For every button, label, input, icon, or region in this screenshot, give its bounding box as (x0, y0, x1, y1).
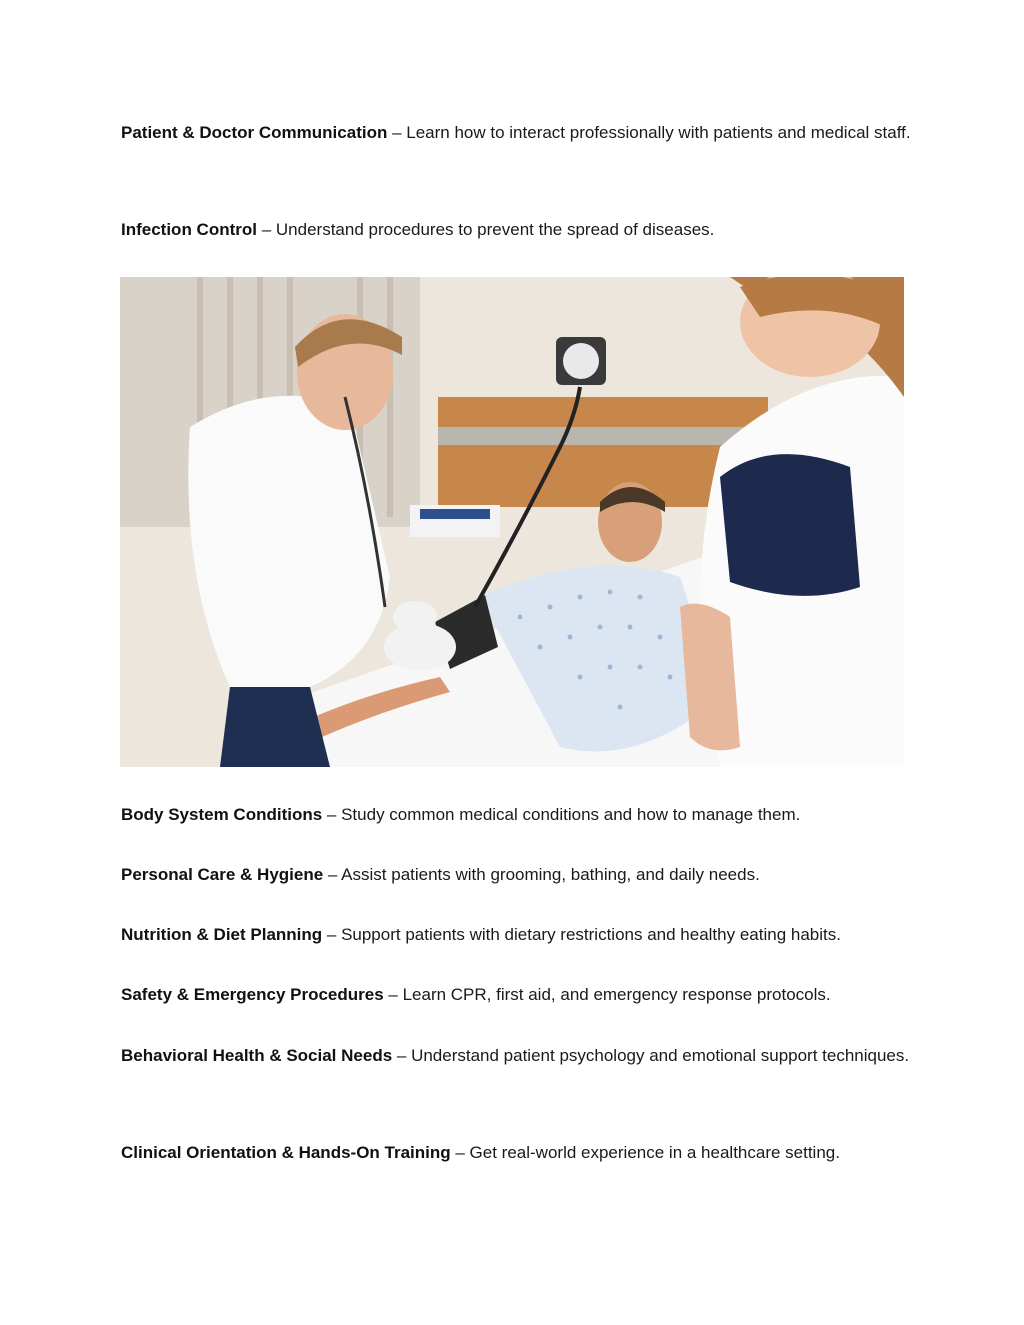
term-description: Study common medical conditions and how to manage them. (341, 805, 801, 824)
term-label: Patient & Doctor Communication (121, 123, 388, 142)
term-description: Understand procedures to prevent the spread of diseases. (275, 220, 715, 239)
paragraph-patient-doctor-communication: Patient & Doctor Communication – Learn how to interact professionally with patients and medical staff. (121, 123, 911, 142)
term-description: Support patients with dietary restrictions and healthy eating habits. (341, 925, 841, 944)
term-label: Infection Control (121, 220, 257, 239)
paragraph-nutrition-diet-planning: Nutrition & Diet Planning – Support patients with dietary restrictions and healthy eating habits. (121, 925, 841, 944)
paragraph-behavioral-health-social-needs: Behavioral Health & Social Needs – Understand patient psychology and emotional support techniques. (121, 1046, 910, 1065)
term-description: Learn how to interact professionally with patients and medical staff. (406, 123, 911, 142)
training-photo (120, 277, 904, 767)
term-description: Assist patients with grooming, bathing, and daily needs. (341, 865, 760, 884)
paragraph-safety-emergency-procedures: Safety & Emergency Procedures – Learn CPR, first aid, and emergency response protocols. (121, 985, 831, 1004)
term-label: Body System Conditions (121, 805, 323, 824)
term-label: Personal Care & Hygiene (121, 865, 324, 884)
paragraph-personal-care-hygiene: Personal Care & Hygiene – Assist patients with grooming, bathing, and daily needs. (121, 865, 760, 884)
term-label: Clinical Orientation & Hands-On Training (121, 1143, 451, 1162)
photo-illustration (120, 277, 904, 767)
paragraph-clinical-orientation-training: Clinical Orientation & Hands-On Training – Get real-world experience in a healthcare setting. (121, 1143, 840, 1162)
term-description: Learn CPR, first aid, and emergency response protocols. (402, 985, 831, 1004)
paragraph-body-system-conditions: Body System Conditions – Study common medical conditions and how to manage them. (121, 805, 801, 824)
paragraph-infection-control: Infection Control – Understand procedures to prevent the spread of diseases. (121, 220, 715, 239)
term-description: Understand patient psychology and emotional support techniques. (411, 1046, 910, 1065)
term-label: Safety & Emergency Procedures (121, 985, 384, 1004)
term-label: Behavioral Health & Social Needs (121, 1046, 393, 1065)
term-description: Get real-world experience in a healthcare setting. (469, 1143, 840, 1162)
term-label: Nutrition & Diet Planning (121, 925, 323, 944)
